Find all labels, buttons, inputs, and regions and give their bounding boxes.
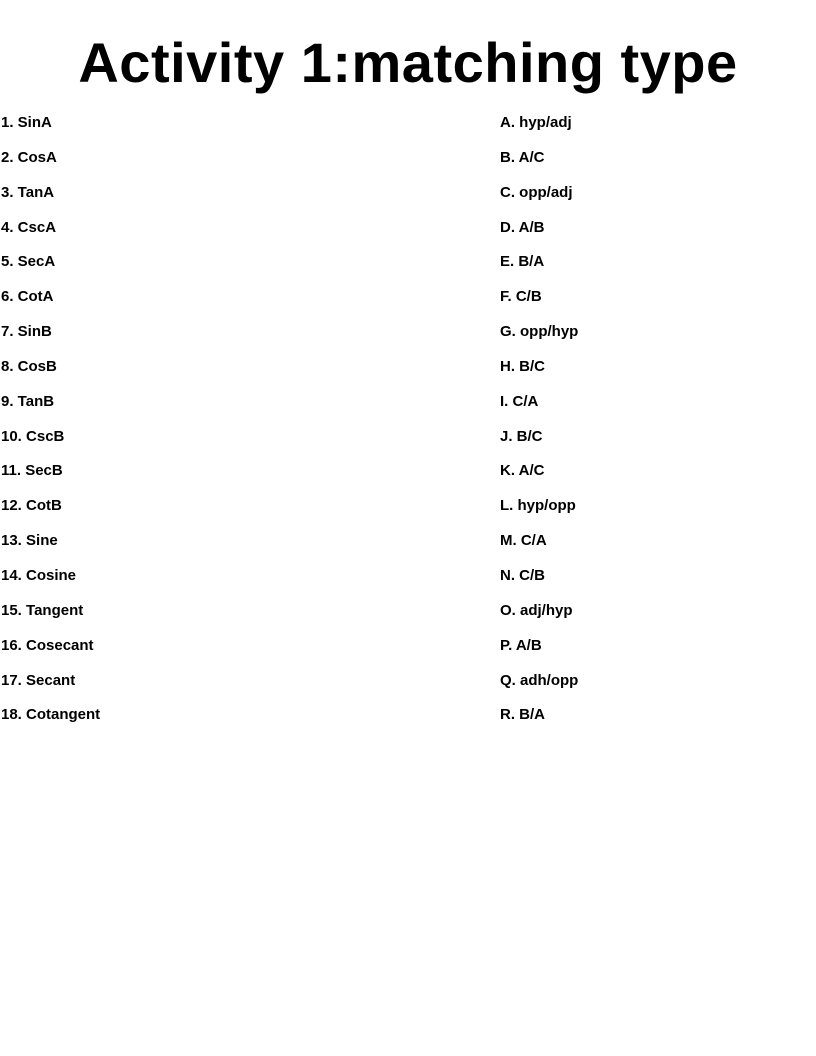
question-item: 13. Sine (1, 532, 58, 550)
question-item: 1. SinA (1, 114, 52, 131)
answer-item: L. hyp/opp (500, 497, 576, 515)
answer-item: Q. adh/opp (500, 671, 579, 689)
answer-item: E. B/A (500, 253, 545, 271)
answer-item: O. adj/hyp (500, 601, 573, 619)
question-item: 16. Cosecant (1, 636, 94, 654)
question-item: 9. TanB (1, 392, 55, 410)
question-list (1, 113, 441, 740)
answer-item: P. A/B (500, 636, 542, 654)
question-item: 12. CotB (1, 497, 62, 515)
question-item: 17. Secant (1, 671, 76, 689)
answer-item: M. C/A (500, 532, 547, 550)
question-item: 8. CosB (1, 357, 57, 375)
answer-item: J. B/C (500, 427, 543, 445)
question-item: 11. SecB (1, 462, 63, 480)
answer-item: C. opp/adj (500, 183, 573, 201)
answer-list (500, 113, 800, 740)
answer-item: H. B/C (500, 357, 545, 375)
question-item: 18. Cotangent (1, 706, 101, 724)
question-item: 14. Cosine (1, 566, 77, 584)
question-item: 2. CosA (1, 148, 57, 166)
answer-item: R. B/A (500, 706, 545, 724)
question-item: 6. CotA (1, 288, 54, 306)
question-item: 3. TanA (1, 183, 55, 201)
question-item: 10. CscB (1, 427, 65, 445)
answer-item: K. A/C (500, 462, 545, 480)
question-item: 5. SecA (1, 253, 56, 271)
answer-item: I. C/A (500, 392, 539, 410)
question-item: 7. SinB (1, 323, 52, 341)
question-item: 15. Tangent (1, 601, 84, 619)
answer-item: F. C/B (500, 288, 542, 306)
answer-item: D. A/B (500, 218, 545, 236)
answer-item: A. hyp/adj (500, 114, 572, 131)
answer-item: G. opp/hyp (500, 323, 579, 341)
answer-item: N. C/B (500, 566, 545, 584)
question-item: 4. CscA (1, 218, 57, 236)
page-title: Activity 1:matching type (78, 31, 738, 94)
answer-item: B. A/C (500, 148, 545, 166)
